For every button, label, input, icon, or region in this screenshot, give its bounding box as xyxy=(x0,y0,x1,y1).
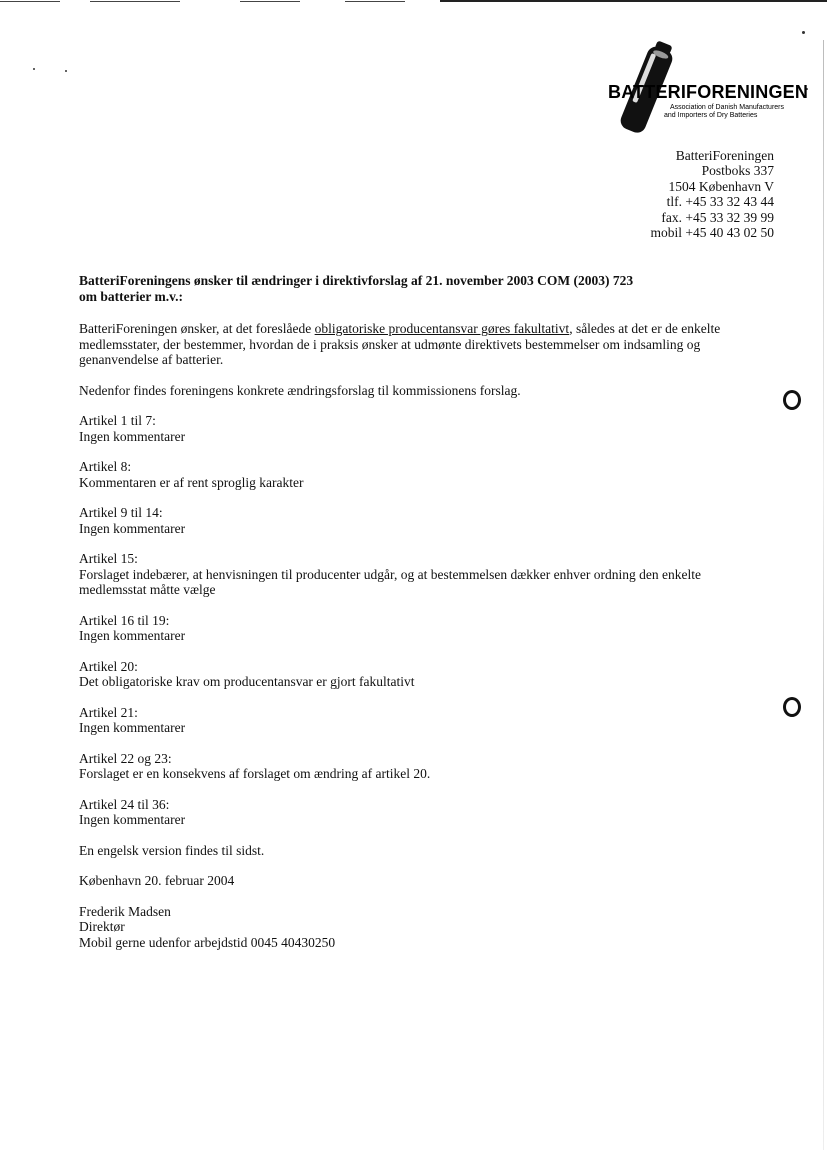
signature-block xyxy=(79,904,769,951)
scan-edge-right xyxy=(823,40,824,1150)
speck xyxy=(33,68,35,70)
address-fax: fax. +45 33 32 39 99 xyxy=(661,209,774,225)
scan-mark xyxy=(440,0,827,2)
article-item xyxy=(79,613,769,644)
article-heading: Artikel 9 til 14: xyxy=(79,505,163,520)
logo-tagline-line: and Importers of Dry Batteries xyxy=(664,112,758,119)
speck xyxy=(65,70,67,72)
address-phone: tlf. +45 33 32 43 44 xyxy=(666,194,774,210)
place-date: København 20. februar 2004 xyxy=(79,873,235,888)
article-text: Ingen kommentarer xyxy=(79,520,186,536)
sender-address xyxy=(651,148,775,240)
article-item xyxy=(79,797,769,828)
article-text: Forslaget indebærer, at henvisningen til producenter udgår, og at bestemmelsen dækker enhver ordning den enkelte medlemsstat måtte vælge xyxy=(79,566,701,597)
article-item xyxy=(79,505,769,536)
scan-mark xyxy=(240,1,300,2)
subject-line: om batterier m.v.: xyxy=(79,288,183,304)
article-heading: Artikel 8: xyxy=(79,459,132,474)
intro-text: BatteriForeningen ønsker, at det foreslåede xyxy=(79,321,315,336)
subject-line: BatteriForeningens ønsker til ændringer i direktivforslag af 21. november 2003 COM (2003) 723 xyxy=(79,273,634,288)
article-text: Ingen kommentarer xyxy=(79,628,186,643)
intro-paragraph xyxy=(79,321,769,368)
article-item xyxy=(79,551,769,598)
signer-name: Frederik Madsen xyxy=(79,903,171,919)
article-text: Forslaget er en konsekvens af forslaget om ændring af artikel 20. xyxy=(79,766,431,781)
article-heading: Artikel 1 til 7: xyxy=(79,413,156,428)
article-heading: Artikel 22 og 23: xyxy=(79,750,172,766)
article-heading: Artikel 16 til 19: xyxy=(79,612,170,628)
article-text: Ingen kommentarer xyxy=(79,720,186,735)
logo-tagline-line: Association of Danish Manufacturers xyxy=(670,104,784,111)
punch-hole-icon xyxy=(783,390,801,410)
article-text: Ingen kommentarer xyxy=(79,428,186,444)
article-text: Det obligatoriske krav om producentansvar er gjort fakultativt xyxy=(79,674,415,689)
article-heading: Artikel 21: xyxy=(79,704,138,720)
article-heading: Artikel 15: xyxy=(79,551,138,566)
article-item xyxy=(79,751,769,782)
article-item xyxy=(79,459,769,490)
address-city: 1504 København V xyxy=(668,178,774,194)
signer-title: Direktør xyxy=(79,919,125,934)
address-box: Postboks 337 xyxy=(701,163,774,179)
article-heading: Artikel 20: xyxy=(79,658,138,674)
signer-contact: Mobil gerne udenfor arbejdstid 0045 40430250 xyxy=(79,934,336,950)
address-org: BatteriForeningen xyxy=(675,148,774,163)
english-note: En engelsk version findes til sidst. xyxy=(79,842,265,858)
article-item xyxy=(79,413,769,444)
speck xyxy=(802,31,805,34)
subject xyxy=(79,273,769,304)
logo-tagline xyxy=(664,104,784,120)
letter-body xyxy=(79,273,769,950)
scan-edge-top xyxy=(0,0,827,6)
intro-text: , således at det er de enkelte medlemsstater, der bestemmer, hvordan de i praksis ønsker at udmønte direktivets bestemmelser om indsamling og genanvendelse af batterier. xyxy=(79,321,721,367)
logo-wordmark: BATTERIFORENINGEN xyxy=(608,82,809,102)
article-item xyxy=(79,659,769,690)
scan-mark xyxy=(0,1,60,2)
article-item xyxy=(79,705,769,736)
scan-mark xyxy=(90,1,180,2)
article-text: Kommentaren er af rent sproglig karakter xyxy=(79,474,304,490)
punch-hole-icon xyxy=(783,697,801,717)
intro-underlined-text: obligatoriske producentansvar gøres fakultativt xyxy=(314,321,570,336)
article-text: Ingen kommentarer xyxy=(79,812,186,827)
logo xyxy=(606,40,809,140)
scan-mark xyxy=(345,1,405,2)
lead-paragraph: Nedenfor findes foreningens konkrete ændringsforslag til kommissionens forslag. xyxy=(79,382,521,398)
article-heading: Artikel 24 til 36: xyxy=(79,796,170,812)
address-mobile: mobil +45 40 43 02 50 xyxy=(650,225,774,241)
